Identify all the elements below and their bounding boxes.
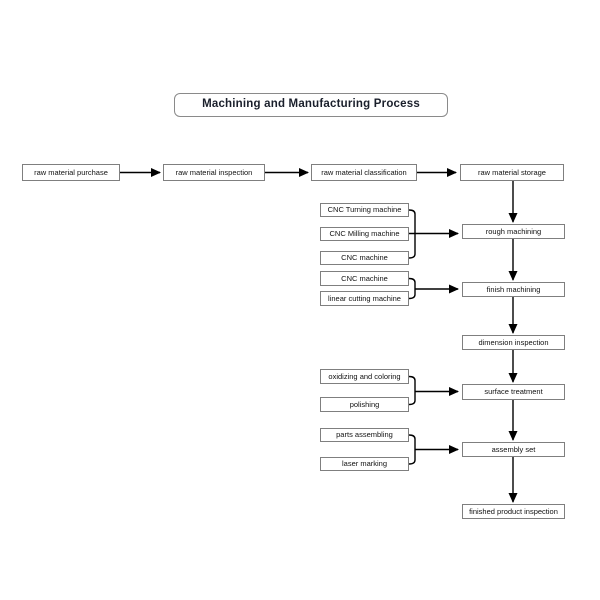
node-label: rough machining [485,226,542,236]
node-assembly-set [462,442,565,457]
node-linear-cutting-machine [320,291,409,306]
node-label: raw material inspection [175,167,253,177]
node-rough-machining [462,224,565,239]
bracket-assembly-group [409,435,415,464]
node-label: surface treatment [484,387,543,397]
node-raw-material-inspection [163,164,265,181]
title-text: Machining and Manufacturing Process [202,98,420,111]
node-label: CNC Turning machine [327,205,402,215]
node-label: linear cutting machine [328,293,401,303]
node-label: raw material classification [321,167,407,177]
node-label: oxidizing and coloring [328,371,401,381]
node-cnc-machine-rough [320,251,409,265]
node-label: dimension inspection [478,337,549,347]
node-label: polishing [349,399,380,409]
node-label: raw material purchase [34,167,108,177]
node-polishing [320,397,409,412]
node-cnc-machine-finish [320,271,409,286]
node-label: finished product inspection [469,506,558,516]
node-dimension-inspection [462,335,565,350]
title-box [174,93,448,117]
node-parts-assembling [320,428,409,442]
node-raw-material-purchase [22,164,120,181]
node-finished-product-inspection [462,504,565,519]
node-label: laser marking [341,459,387,469]
node-label: CNC machine [341,273,388,283]
node-label: raw material storage [478,167,546,177]
node-oxidizing-and-coloring [320,369,409,384]
node-label: finish machining [486,284,541,294]
node-label: CNC machine [341,253,388,263]
node-label: parts assembling [336,430,393,440]
node-raw-material-storage [460,164,564,181]
bracket-finish-group [409,279,415,299]
node-cnc-turning-machine [320,203,409,217]
node-label: CNC Milling machine [329,229,400,239]
node-cnc-milling-machine [320,227,409,241]
node-surface-treatment [462,384,565,400]
node-raw-material-classification [311,164,417,181]
node-label: assembly set [491,444,536,454]
bracket-surface-group [409,377,415,405]
node-finish-machining [462,282,565,297]
node-laser-marking [320,457,409,471]
